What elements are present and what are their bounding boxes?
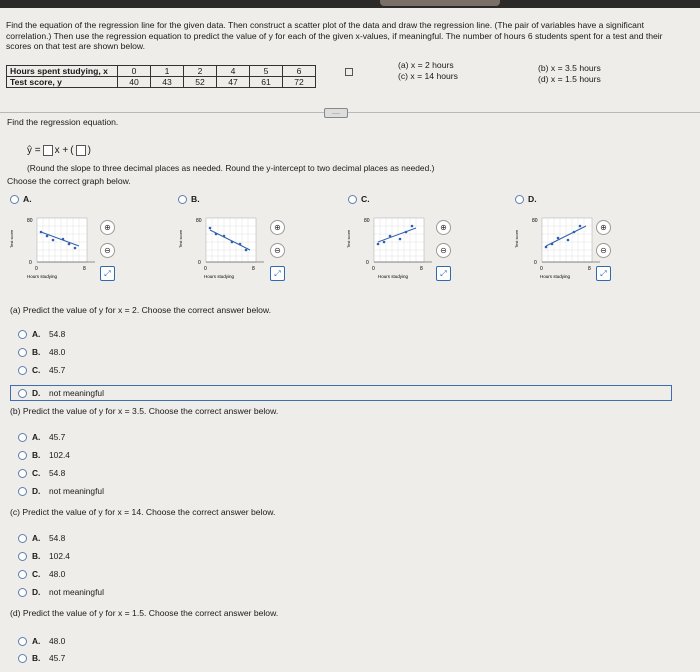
- answer-letter: B.: [32, 551, 41, 561]
- top-tab: [380, 0, 500, 6]
- data-point: [573, 231, 576, 234]
- data-point: [62, 238, 65, 241]
- xlabel: Hours studying: [204, 274, 235, 279]
- radio-c[interactable]: [348, 195, 357, 204]
- plot-area: [374, 218, 424, 262]
- radio[interactable]: [18, 552, 27, 561]
- answer-letter: C.: [32, 365, 41, 375]
- xtick-right: 8: [588, 266, 591, 272]
- radio-a[interactable]: [10, 195, 19, 204]
- option-letter: D.: [528, 194, 537, 204]
- answer-letter: B.: [32, 450, 41, 460]
- answer-value: 48.0: [49, 347, 66, 357]
- answer-a-option-a[interactable]: [18, 329, 65, 339]
- answer-b-option-b[interactable]: [18, 450, 70, 460]
- answer-value: 48.0: [49, 569, 66, 579]
- ytick-top: 80: [196, 218, 202, 224]
- part-a-question: (a) Predict the value of y for x = 2. Choose the correct answer below.: [10, 305, 272, 315]
- radio[interactable]: [18, 534, 27, 543]
- problem-intro: Find the equation of the regression line for the given data. Then construct a scatter plot of the data and draw the regression line. (The pair of variables have a significant correlation.) Then use the regression equation to predict the value of y for each of the given x-values, if meaningful. The number of hours 6 students spent for a test and their scores on that test are shown below.: [6, 20, 663, 51]
- answer-c-option-a[interactable]: [18, 533, 65, 543]
- graph-option-a[interactable]: [10, 194, 32, 204]
- option-letter: B.: [191, 194, 200, 204]
- answer-a-option-c[interactable]: [18, 365, 65, 375]
- radio-b[interactable]: [178, 195, 187, 204]
- radio[interactable]: [18, 389, 27, 398]
- radio[interactable]: [18, 469, 27, 478]
- table-cell: 52: [184, 77, 217, 88]
- part-d-question: (d) Predict the value of y for x = 1.5. Choose the correct answer below.: [10, 608, 279, 618]
- radio-d[interactable]: [515, 195, 524, 204]
- answer-letter: A.: [32, 533, 41, 543]
- part-c-question: (c) Predict the value of y for x = 14. Choose the correct answer below.: [10, 507, 276, 517]
- graph-d-tools: [596, 220, 611, 281]
- answer-value: 45.7: [49, 365, 66, 375]
- slope-input[interactable]: [43, 145, 53, 156]
- option-letter: A.: [23, 194, 32, 204]
- given-d: (d) x = 1.5 hours: [538, 74, 601, 84]
- ylabel: Test score: [346, 229, 351, 248]
- answer-letter: A.: [32, 432, 41, 442]
- table-cell: 61: [250, 77, 283, 88]
- data-point: [377, 243, 380, 246]
- given-values-right: [538, 63, 601, 85]
- table-cell: 2: [184, 66, 217, 77]
- answer-c-option-c[interactable]: [18, 569, 65, 579]
- answer-letter: B.: [32, 653, 41, 663]
- answer-value: 45.7: [49, 432, 66, 442]
- answer-value: 102.4: [49, 450, 70, 460]
- xtick-right: 8: [420, 266, 423, 272]
- answer-value: not meaningful: [49, 388, 104, 398]
- table-row: [7, 77, 316, 88]
- x-label: x +: [54, 145, 69, 156]
- given-b: (b) x = 3.5 hours: [538, 63, 601, 73]
- zoom-in-icon[interactable]: ⊕: [270, 220, 285, 235]
- zoom-out-icon[interactable]: ⊖: [596, 243, 611, 258]
- answer-letter: C.: [32, 569, 41, 579]
- given-a: (a) x = 2 hours: [398, 60, 454, 70]
- answer-a-option-b[interactable]: [18, 347, 65, 357]
- answer-c-option-d[interactable]: [18, 587, 104, 597]
- find-equation-label: Find the regression equation.: [7, 117, 119, 127]
- data-point: [52, 239, 55, 242]
- table-cell: 1: [151, 66, 184, 77]
- divider: [0, 112, 700, 113]
- radio[interactable]: [18, 348, 27, 357]
- paren-left: (: [70, 145, 74, 156]
- answer-value: 48.0: [49, 636, 66, 646]
- graph-option-c[interactable]: [348, 194, 370, 204]
- data-point: [40, 231, 43, 234]
- given-c: (c) x = 14 hours: [398, 71, 458, 81]
- zoom-in-icon[interactable]: ⊕: [100, 220, 115, 235]
- part-b-question: (b) Predict the value of y for x = 3.5. Choose the correct answer below.: [10, 406, 279, 416]
- graph-c-tools: [436, 220, 451, 281]
- graph-b-tools: [270, 220, 285, 281]
- answer-letter: D.: [32, 587, 41, 597]
- answer-letter: D.: [32, 388, 41, 398]
- row-header: Test score, y: [7, 77, 118, 88]
- option-letter: C.: [361, 194, 370, 204]
- data-point: [74, 247, 77, 250]
- answer-value: 45.7: [49, 653, 66, 663]
- answer-value: 54.8: [49, 468, 66, 478]
- answer-letter: D.: [32, 486, 41, 496]
- data-point: [567, 239, 570, 242]
- xtick-left: 0: [372, 266, 375, 272]
- graph-a-tools: [100, 220, 115, 281]
- data-point: [245, 249, 248, 252]
- data-point: [215, 233, 218, 236]
- answer-value: 102.4: [49, 551, 70, 561]
- answer-b-option-d[interactable]: [18, 486, 104, 496]
- data-point: [209, 227, 212, 230]
- answer-value: not meaningful: [49, 587, 104, 597]
- ylabel: Test score: [9, 229, 14, 248]
- ytick-bottom: 0: [29, 260, 32, 266]
- answer-letter: B.: [32, 347, 41, 357]
- table-cell: 6: [283, 66, 316, 77]
- ytick-top: 80: [532, 218, 538, 224]
- expand-icon[interactable]: ⤢: [596, 266, 611, 281]
- ytick-top: 80: [364, 218, 370, 224]
- xlabel: Hours studying: [540, 274, 571, 279]
- data-table: [6, 65, 316, 88]
- data-point: [68, 243, 71, 246]
- radio[interactable]: [18, 588, 27, 597]
- table-cell: 5: [250, 66, 283, 77]
- data-point: [557, 237, 560, 240]
- data-point: [551, 243, 554, 246]
- data-point: [579, 225, 582, 228]
- table-cell: 40: [118, 77, 151, 88]
- data-point: [239, 243, 242, 246]
- answer-b-option-c[interactable]: [18, 468, 65, 478]
- radio[interactable]: [18, 487, 27, 496]
- choose-graph-label: Choose the correct graph below.: [7, 176, 131, 186]
- answer-d-option-a[interactable]: [18, 636, 65, 646]
- radio[interactable]: [18, 433, 27, 442]
- data-point: [411, 225, 414, 228]
- data-point: [405, 231, 408, 234]
- xlabel: Hours studying: [378, 274, 409, 279]
- ylabel: Test score: [178, 229, 183, 248]
- answer-a-option-d[interactable]: [18, 388, 104, 398]
- ytick-bottom: 0: [198, 260, 201, 266]
- answer-value: not meaningful: [49, 486, 104, 496]
- table-cell: 43: [151, 77, 184, 88]
- data-point: [231, 241, 234, 244]
- row-header: Hours spent studying, x: [7, 66, 118, 77]
- expand-icon[interactable]: ⤢: [100, 266, 115, 281]
- given-values-left: [398, 60, 458, 82]
- expand-icon[interactable]: ⤢: [270, 266, 285, 281]
- copy-table-icon[interactable]: [345, 68, 353, 76]
- xtick-left: 0: [204, 266, 207, 272]
- xtick-left: 0: [35, 266, 38, 272]
- table-cell: 47: [217, 77, 250, 88]
- data-point: [46, 235, 49, 238]
- ytick-bottom: 0: [534, 260, 537, 266]
- zoom-out-icon[interactable]: ⊖: [100, 243, 115, 258]
- data-point: [383, 241, 386, 244]
- answer-letter: A.: [32, 329, 41, 339]
- regression-equation: [27, 145, 91, 156]
- answer-b-option-a[interactable]: [18, 432, 65, 442]
- data-point: [399, 238, 402, 241]
- radio[interactable]: [18, 654, 27, 663]
- table-row: [7, 66, 316, 77]
- intercept-input[interactable]: [76, 145, 86, 156]
- data-point: [545, 246, 548, 249]
- ylabel: Test score: [514, 229, 519, 248]
- ytick-top: 80: [27, 218, 33, 224]
- show-more-button[interactable]: ....: [324, 108, 348, 118]
- answer-c-option-b[interactable]: [18, 551, 70, 561]
- browser-top-strip: [0, 0, 700, 8]
- ytick-bottom: 0: [366, 260, 369, 266]
- answer-letter: A.: [32, 636, 41, 646]
- answer-value: 54.8: [49, 329, 66, 339]
- yhat-label: ŷ =: [27, 145, 41, 156]
- rounding-hint: (Round the slope to three decimal places as needed. Round the y-intercept to two decimal places as needed.): [27, 163, 435, 173]
- selected-answer-highlight: [10, 385, 672, 401]
- table-cell: 4: [217, 66, 250, 77]
- question-sheet: [0, 8, 700, 672]
- answer-letter: C.: [32, 468, 41, 478]
- xtick-right: 8: [252, 266, 255, 272]
- data-point: [223, 235, 226, 238]
- answer-value: 54.8: [49, 533, 66, 543]
- zoom-out-icon[interactable]: ⊖: [270, 243, 285, 258]
- radio[interactable]: [18, 570, 27, 579]
- radio[interactable]: [18, 366, 27, 375]
- radio[interactable]: [18, 637, 27, 646]
- radio[interactable]: [18, 451, 27, 460]
- zoom-in-icon[interactable]: ⊕: [596, 220, 611, 235]
- data-point: [389, 235, 392, 238]
- radio[interactable]: [18, 330, 27, 339]
- expand-icon[interactable]: ⤢: [436, 266, 451, 281]
- zoom-out-icon[interactable]: ⊖: [436, 243, 451, 258]
- zoom-in-icon[interactable]: ⊕: [436, 220, 451, 235]
- xtick-right: 8: [83, 266, 86, 272]
- paren-right: ): [87, 145, 91, 156]
- xtick-left: 0: [540, 266, 543, 272]
- graph-option-b[interactable]: [178, 194, 200, 204]
- table-cell: 0: [118, 66, 151, 77]
- xlabel: Hours studying: [27, 274, 58, 279]
- graph-option-d[interactable]: [515, 194, 537, 204]
- answer-d-option-b[interactable]: [18, 653, 65, 663]
- table-cell: 72: [283, 77, 316, 88]
